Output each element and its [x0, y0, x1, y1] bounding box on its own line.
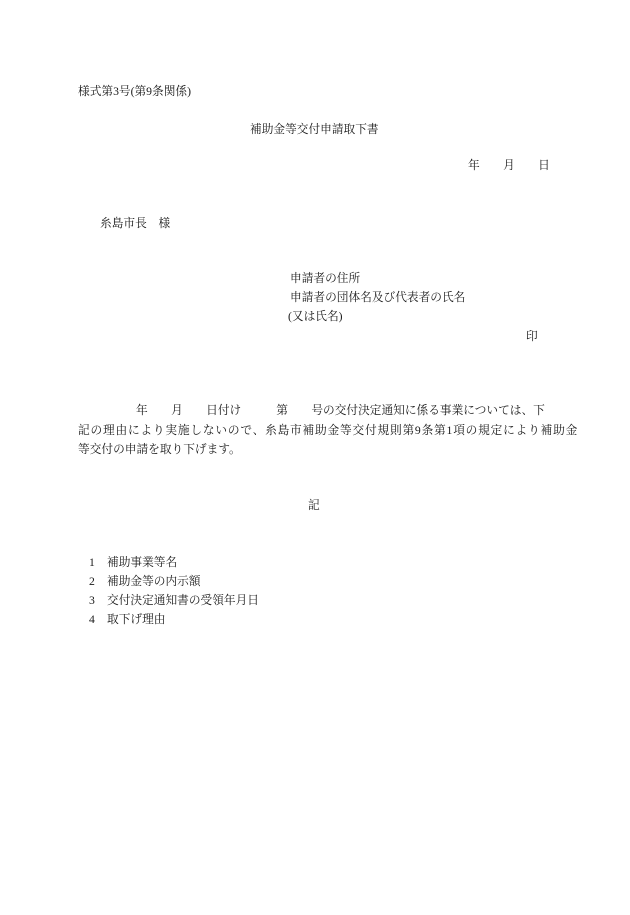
- applicant-or-name-label: (又は氏名): [288, 310, 343, 323]
- item-number: 3: [89, 594, 95, 607]
- item-number: 2: [89, 575, 95, 588]
- document-title: 補助金等交付申請取下書: [250, 123, 379, 136]
- item-label: 交付決定通知書の受領年月日: [107, 594, 259, 607]
- body-line: 年 月 日付け 第 号の交付決定通知に係る事業については、下: [136, 404, 545, 417]
- applicant-organization-label: 申請者の団体名及び代表者の氏名: [290, 291, 466, 304]
- body-line: 等交付の申請を取り下げます。: [78, 443, 241, 456]
- seal-mark: 印: [526, 330, 538, 343]
- date-line: 年 月 日: [468, 159, 550, 172]
- addressee: 糸島市長 様: [100, 217, 171, 230]
- applicant-address-label: 申請者の住所: [290, 272, 361, 285]
- form-number: 様式第3号(第9条関係): [78, 85, 191, 98]
- item-label: 補助事業等名: [107, 556, 178, 569]
- note-heading: 記: [308, 499, 320, 512]
- item-label: 取下げ理由: [107, 613, 166, 626]
- item-number: 1: [89, 556, 95, 569]
- body-line: 記の理由により実施しないので、糸島市補助金等交付規則第9条第1項の規定により補助金: [78, 424, 579, 437]
- item-label: 補助金等の内示額: [107, 575, 201, 588]
- item-number: 4: [89, 613, 95, 626]
